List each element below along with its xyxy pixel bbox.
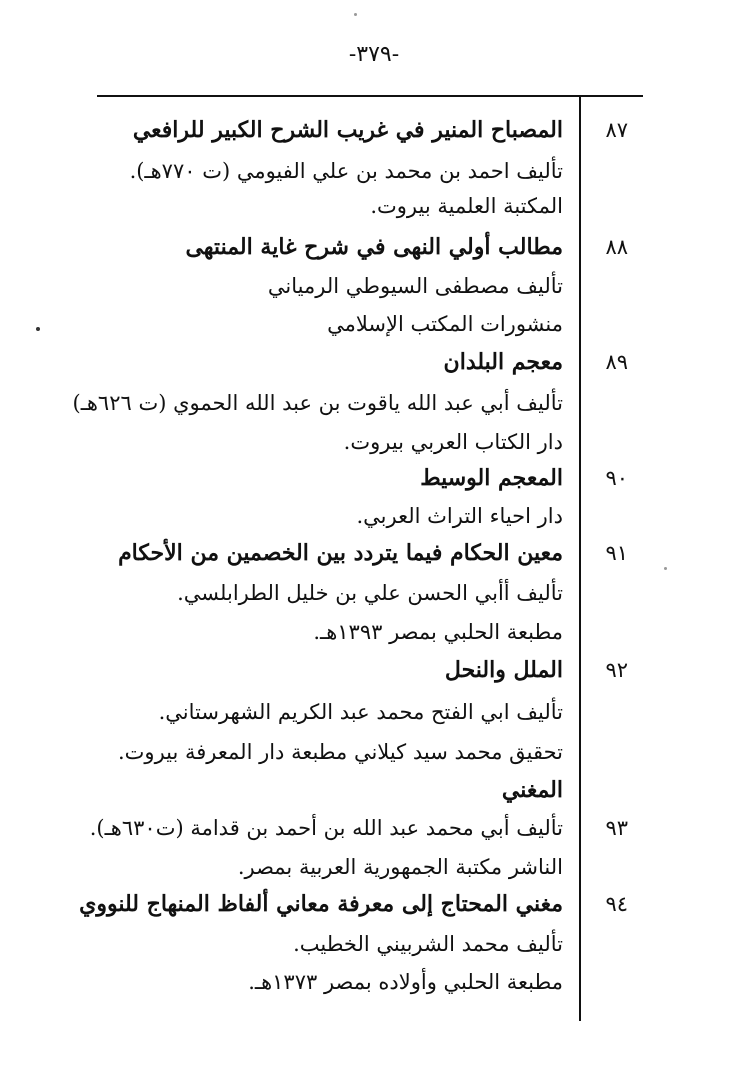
entry-title: معين الحكام فيما يتردد بين الخصمين من الأحكام (118, 540, 563, 566)
entry-title: مغني المحتاج إلى معرفة معاني ألفاظ المنهاج للنووي (79, 891, 563, 917)
entry-publisher: مطبعة الحلبي بمصر ١٣٩٣هـ. (313, 620, 563, 644)
entry-author: تأليف أبي محمد عبد الله بن أحمد بن قدامة (ت٦٣٠هـ). (89, 816, 563, 840)
entry-number: ٩٤ (605, 892, 628, 916)
header-rule (97, 95, 643, 97)
entry-number: ٨٨ (605, 235, 628, 259)
entry-author: تأليف محمد الشربيني الخطيب. (293, 932, 563, 956)
entry-title: الملل والنحل (444, 657, 563, 683)
entry-publisher: دار الكتاب العربي بيروت. (343, 430, 563, 454)
scan-speck (664, 567, 667, 570)
entry-publisher: المكتبة العلمية بيروت. (370, 194, 563, 218)
entry-publisher: دار احياء التراث العربي. (356, 504, 563, 528)
entry-number: ٨٧ (605, 118, 628, 142)
entry-title: المصباح المنير في غريب الشرح الكبير للرافعي (132, 117, 563, 143)
page-number: -٣٧٩- (348, 42, 400, 67)
entry-number: ٩٣ (605, 816, 628, 840)
column-rule (579, 95, 581, 1021)
scan-speck (354, 13, 357, 16)
entry-publisher: مطبعة الحلبي وأولاده بمصر ١٣٧٣هـ. (248, 970, 563, 994)
entry-publisher: منشورات المكتب الإسلامي (327, 312, 563, 336)
entry-author: تأليف احمد بن محمد بن علي الفيومي (ت ٧٧٠هـ). (129, 159, 563, 183)
entry-publisher: تحقيق محمد سيد كيلاني مطبعة دار المعرفة بيروت. (117, 740, 563, 764)
entry-publisher: الناشر مكتبة الجمهورية العربية بمصر. (237, 855, 563, 879)
scan-speck (36, 327, 40, 331)
entry-number: ٩١ (605, 541, 628, 565)
entry-title: المغني (501, 777, 563, 803)
entry-number: ٩٢ (605, 658, 628, 682)
entry-number: ٩٠ (605, 466, 628, 490)
entry-author: تأليف أأبي الحسن علي بن خليل الطرابلسي. (177, 581, 563, 605)
entry-number: ٨٩ (605, 350, 628, 374)
entry-author: تأليف أبي عبد الله ياقوت بن عبد الله الحموي (ت ٦٢٦هـ) (72, 391, 563, 415)
entry-title: المعجم الوسيط (420, 465, 563, 491)
entry-author: تأليف ابي الفتح محمد عبد الكريم الشهرستاني. (158, 700, 563, 724)
entry-title: معجم البلدان (443, 349, 563, 375)
entry-title: مطالب أولي النهى في شرح غاية المنتهى (185, 234, 563, 260)
entry-author: تأليف مصطفى السيوطي الرمياني (267, 274, 563, 298)
